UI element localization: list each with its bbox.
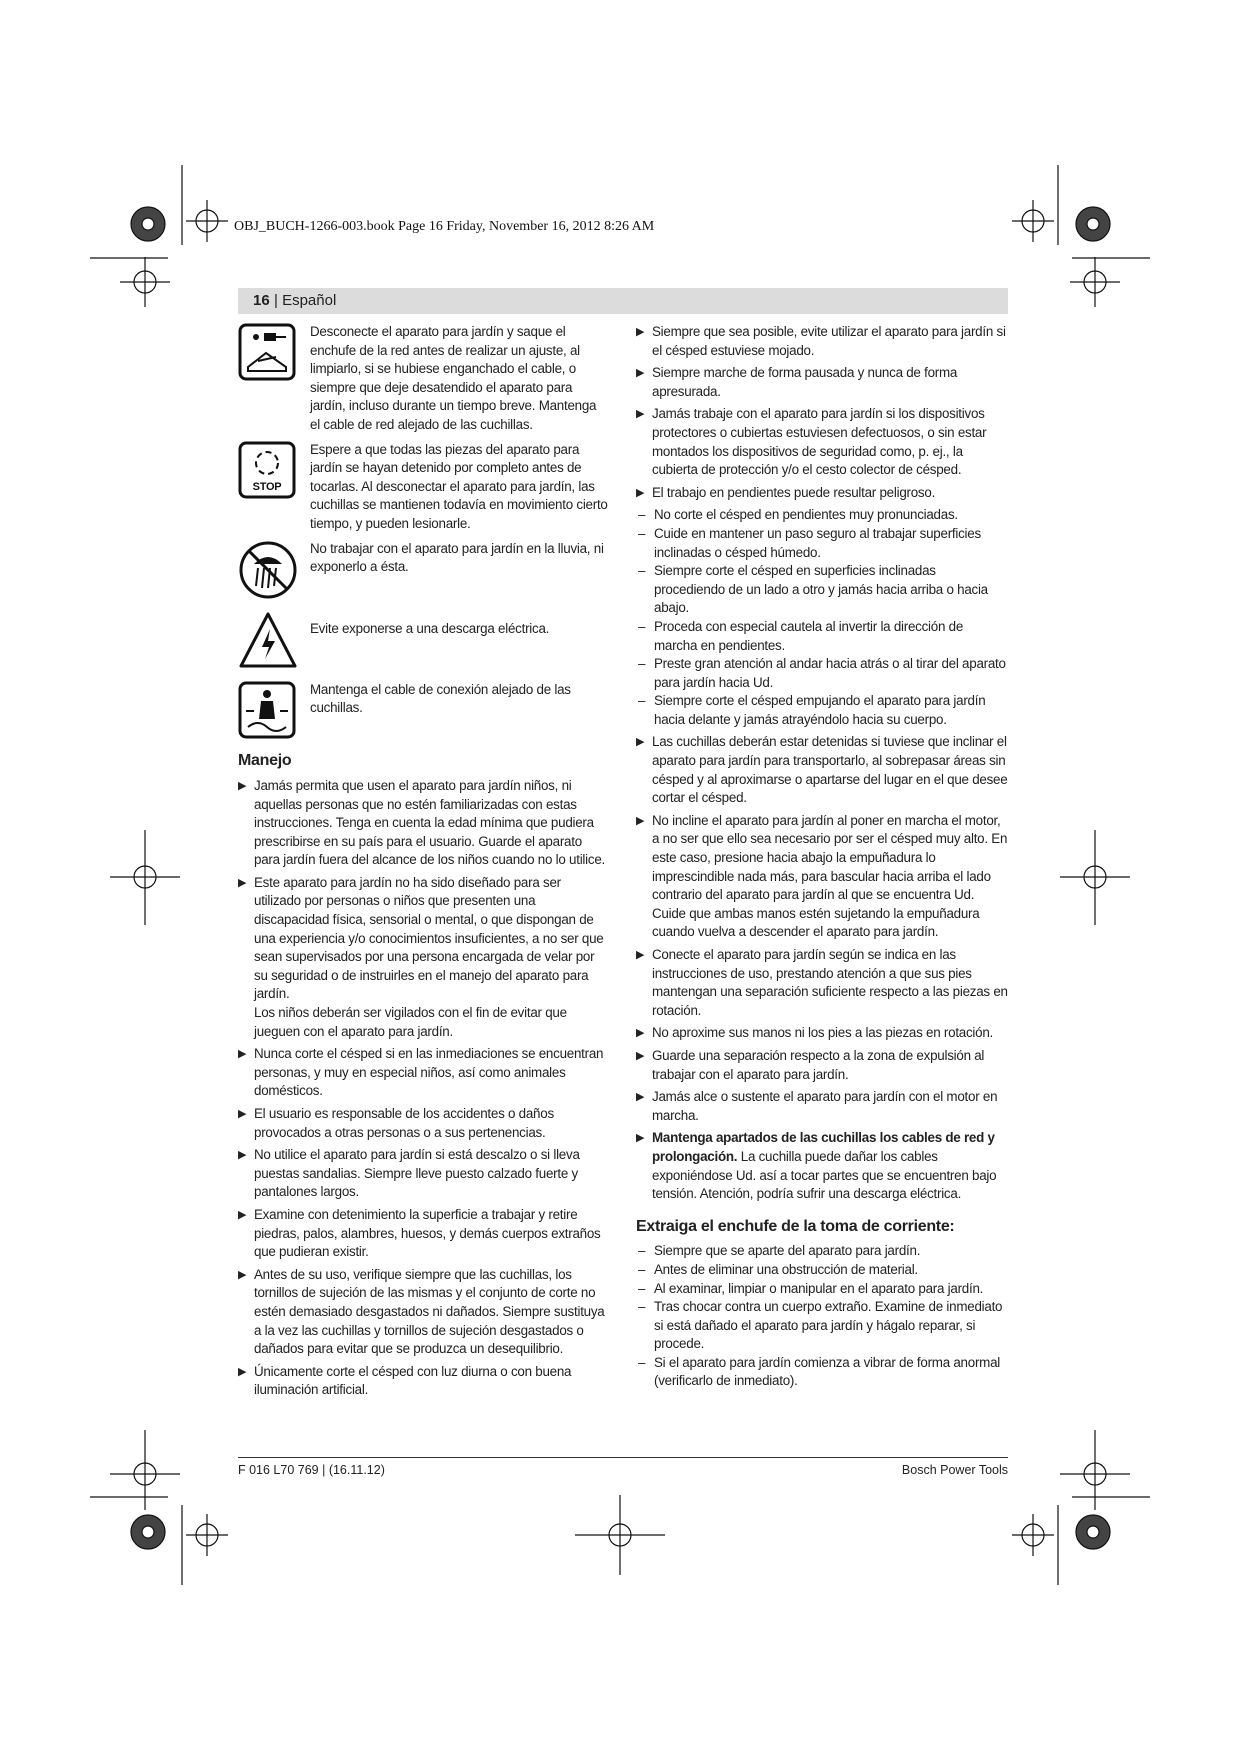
icon-item: [238, 540, 608, 606]
list-item: ▶ Las cuchillas deberán estar detenidas si tuviese que inclinar el aparato para jardín para transportarlo, al sobrepasar áreas sin césped y al aproximarse o apartarse del lugar en el que desee cortar el césped.: [636, 734, 1008, 806]
list-item: ▶ Únicamente corte el césped con luz diurna o con buena iluminación artificial.: [238, 1363, 572, 1398]
list-item: ▶ Antes de su uso, verifique siempre que las cuchillas, los tornillos de sujeción de las mismas y el conjunto de corte no estén demasiado desgastados ni dañados. Siempre sustituya a la vez las cuchillas y tornillos de sujeción desgastados o dañados para evitar que se produzca un desequilibrio.: [238, 1266, 605, 1357]
language-label: Español: [282, 292, 337, 309]
dash-item: – Siempre que se aparte del aparato para jardín.: [638, 1243, 921, 1259]
unplug-dash-list: [636, 1242, 1008, 1391]
list-item: ▶ Siempre marche de forma pausada y nunca de forma apresurada.: [636, 365, 958, 399]
list-item: ▶ Este aparato para jardín no ha sido diseñado para ser utilizado por personas o niños que presenten una discapacidad física, sensorial o mental, o que dispongan de una experiencia y/o conocimientos insuficientes, a no ser que sean supervisados por una persona encargada de velar por su seguridad o de instruirles en el manejo del aparato para jardín. Los niños deberán ser vigilados con el fin de evitar que jueguen con el aparato para jardín.: [238, 874, 604, 1039]
icon-item-text: No trabajar con el aparato para jardín en la lluvia, ni exponerlo a ésta.: [310, 540, 604, 575]
children-note: Los niños deberán ser vigilados con el fin de evitar que jueguen con el aparato para jardín.: [254, 1005, 567, 1039]
dash-item: – Antes de eliminar una obstrucción de material.: [638, 1261, 918, 1277]
no-rain-icon: [238, 540, 298, 606]
bullet-arrow-icon: ▶: [238, 779, 247, 792]
manejo-heading: Manejo: [238, 752, 292, 770]
bullet-arrow-icon: ▶: [238, 1149, 247, 1162]
icon-item-text: Evite exponerse a una descarga eléctrica.: [310, 621, 550, 637]
list-item: ▶ Mantenga apartados de las cuchillas los cables de red y prolongación. La cuchilla puede dañar los cables exponiéndose Ud. así a tocar partes que se encuentren bajo tensión. Atención, podría sufrir una descarga eléctrica.: [636, 1130, 997, 1202]
list-item: ▶ No aproxime sus manos ni los pies a las piezas en rotación.: [636, 1024, 1008, 1043]
list-item: ▶ El trabajo en pendientes puede resultar peligroso.: [636, 484, 1008, 503]
right-column: [636, 323, 1008, 1391]
bullet-arrow-icon: ▶: [238, 1048, 247, 1061]
bullet-arrow-icon: ▶: [238, 1108, 247, 1120]
icon-item: [238, 441, 608, 534]
bullet-arrow-icon: ▶: [636, 326, 645, 338]
bullet-arrow-icon: ▶: [636, 949, 645, 961]
dash-item: – Proceda con especial cautela al invertir la dirección de marcha en pendientes.: [638, 618, 964, 653]
list-item: ▶ Guarde una separación respecto a la zona de expulsión al trabajar con el aparato para jardín.: [636, 1047, 985, 1082]
list-item: ▶ No utilice el aparato para jardín si está descalzo o si lleva puestas sandalias. Siempre lleve puesto calzado fuerte y pantalones largos.: [238, 1147, 580, 1200]
stop-label: STOP: [252, 480, 282, 493]
cable-away-from-blades-icon: [238, 681, 298, 745]
list-item: ▶ Siempre que sea posible, evite utilizar el aparato para jardín si el césped estuviese mojado.: [636, 324, 1006, 358]
list-item: ▶ Nunca corte el césped si en las inmediaciones se encuentran personas, y muy en especial niños, así como animales domésticos.: [238, 1046, 604, 1099]
footer-brand: Bosch Power Tools: [901, 1463, 1008, 1477]
dash-item: – Al examinar, limpiar o manipular en el aparato para jardín.: [638, 1280, 984, 1296]
bullet-arrow-icon: ▶: [636, 408, 645, 421]
bullet-arrow-icon: ▶: [636, 367, 645, 380]
bullet-arrow-icon: ▶: [238, 1365, 247, 1378]
bullet-arrow-icon: ▶: [238, 876, 247, 889]
page-number: 16: [253, 292, 270, 309]
bullet-arrow-icon: ▶: [636, 1049, 645, 1062]
list-item: ▶ Conecte el aparato para jardín según se indica en las instrucciones de uso, prestando atención a que sus pies mantengan una separación suficiente respecto a las piezas en rotación.: [636, 947, 1008, 1018]
page-header-bar: [238, 288, 1008, 314]
bullet-arrow-icon: ▶: [238, 1268, 247, 1281]
bullet-arrow-icon: ▶: [636, 736, 645, 749]
icon-item: [238, 323, 608, 435]
print-info-line: OBJ_BUCH-1266-003.book Page 16 Friday, November 16, 2012 8:26 AM: [234, 219, 655, 234]
icon-item: [238, 681, 608, 745]
list-item: ▶ Jamás alce o sustente el aparato para jardín con el motor en marcha.: [636, 1089, 998, 1123]
dash-item: – Siempre corte el césped empujando el aparato para jardín hacia delante y jamás atrayéndolo hacia su cuerpo.: [638, 693, 986, 727]
icon-item: [238, 611, 608, 675]
left-column: [238, 323, 608, 1404]
bullet-arrow-icon: ▶: [636, 1091, 645, 1104]
slope-dash-list: [636, 506, 1008, 729]
unplug-heading: Extraiga el enchufe de la toma de corriente:: [636, 1217, 955, 1235]
icon-item-text: Desconecte el aparato para jardín y saque el enchufe de la red antes de realizar un ajuste, al limpiarlo, si se hubiese enganchado el cable, o siempre que deje desatendido el aparato para jardín, incluso durante un tiempo breve. Mantenga el cable de red alejado de las cuchillas.: [310, 324, 597, 432]
list-item: ▶ Jamás permita que usen el aparato para jardín niños, ni aquellas personas que no estén familiarizadas con estas instrucciones. Tenga en cuenta la edad mínima que pudiera prescribirse en su país para el usuario. Guarde el aparato para jardín fuera del alcance de los niños cuando no lo utilice.: [238, 777, 605, 868]
bullet-arrow-icon: ▶: [238, 1208, 247, 1221]
bold-warning: Mantenga apartados de las cuchillas los cables de red y prolongación.: [652, 1130, 995, 1164]
dash-item: – Siempre corte el césped en superficies inclinadas procediendo de un lado a otro y jamás hacia arriba o hacia abajo.: [638, 563, 988, 616]
stop-rotation-icon: [238, 441, 298, 505]
unplug-manual-icon: [238, 323, 298, 387]
dash-item: – No corte el césped en pendientes muy pronunciadas.: [638, 507, 958, 523]
dash-item: – Cuide en mantener un paso seguro al trabajar superficies inclinadas o césped húmedo.: [638, 525, 981, 560]
icon-item-text: Espere a que todas las piezas del aparato para jardín se hayan detenido por completo antes de tocarlas. Al desconectar el aparato para jardín, las cuchillas se mantienen todavía en movimiento cierto tiempo, y pueden lesionarle.: [310, 441, 608, 531]
list-item: ▶ No incline el aparato para jardín al poner en marcha el motor, a no ser que ello sea necesario por ser el césped muy alto. En este caso, presione hacia abajo la empuñadura lo imprescindible nada más, para bascular hacia arriba el lado contrario del aparato para jardín al que se encuentra Ud. Cuide que ambas manos estén sujetando la empuñadura cuando vuelva a descender el aparato para jardín.: [636, 812, 1008, 940]
list-item: ▶ Examine con detenimiento la superficie a trabajar y retire piedras, palos, alambres, huesos, y demás cuerpos extraños que pudieran existir.: [238, 1206, 601, 1260]
dash-item: – Si el aparato para jardín comienza a vibrar de forma anormal (verificarlo de inmediato).: [638, 1354, 1000, 1389]
list-item: ▶ Jamás trabaje con el aparato para jardín si los dispositivos protectores o cubiertas estuviesen defectuosos, o sin estar montados los dispositivos de seguridad como, p. ej., la cubierta de protección y/o el cesto colector de césped.: [636, 406, 987, 478]
bullet-arrow-icon: ▶: [636, 1027, 645, 1040]
footer-divider: [238, 1457, 1008, 1458]
footer-doc-number: F 016 L70 769 | (16.11.12): [238, 1463, 385, 1477]
bullet-arrow-icon: ▶: [636, 486, 645, 499]
electric-shock-warning-icon: [238, 611, 298, 675]
bullet-arrow-icon: ▶: [636, 814, 645, 827]
icon-item-text: Mantenga el cable de conexión alejado de las cuchillas.: [310, 681, 571, 716]
dash-item: – Tras chocar contra un cuerpo extraño. Examine de inmediato si está dañado el aparato para jardín y hágalo reparar, si procede.: [638, 1299, 1003, 1352]
bullet-arrow-icon: ▶: [636, 1132, 645, 1145]
dash-item: – Preste gran atención al andar hacia atrás o al tirar del aparato para jardín hacia Ud.: [638, 656, 1006, 690]
header-language: | Español: [274, 292, 337, 309]
list-item: ▶ El usuario es responsable de los accidentes o daños provocados a otras personas o a sus pertenencias.: [238, 1106, 554, 1140]
